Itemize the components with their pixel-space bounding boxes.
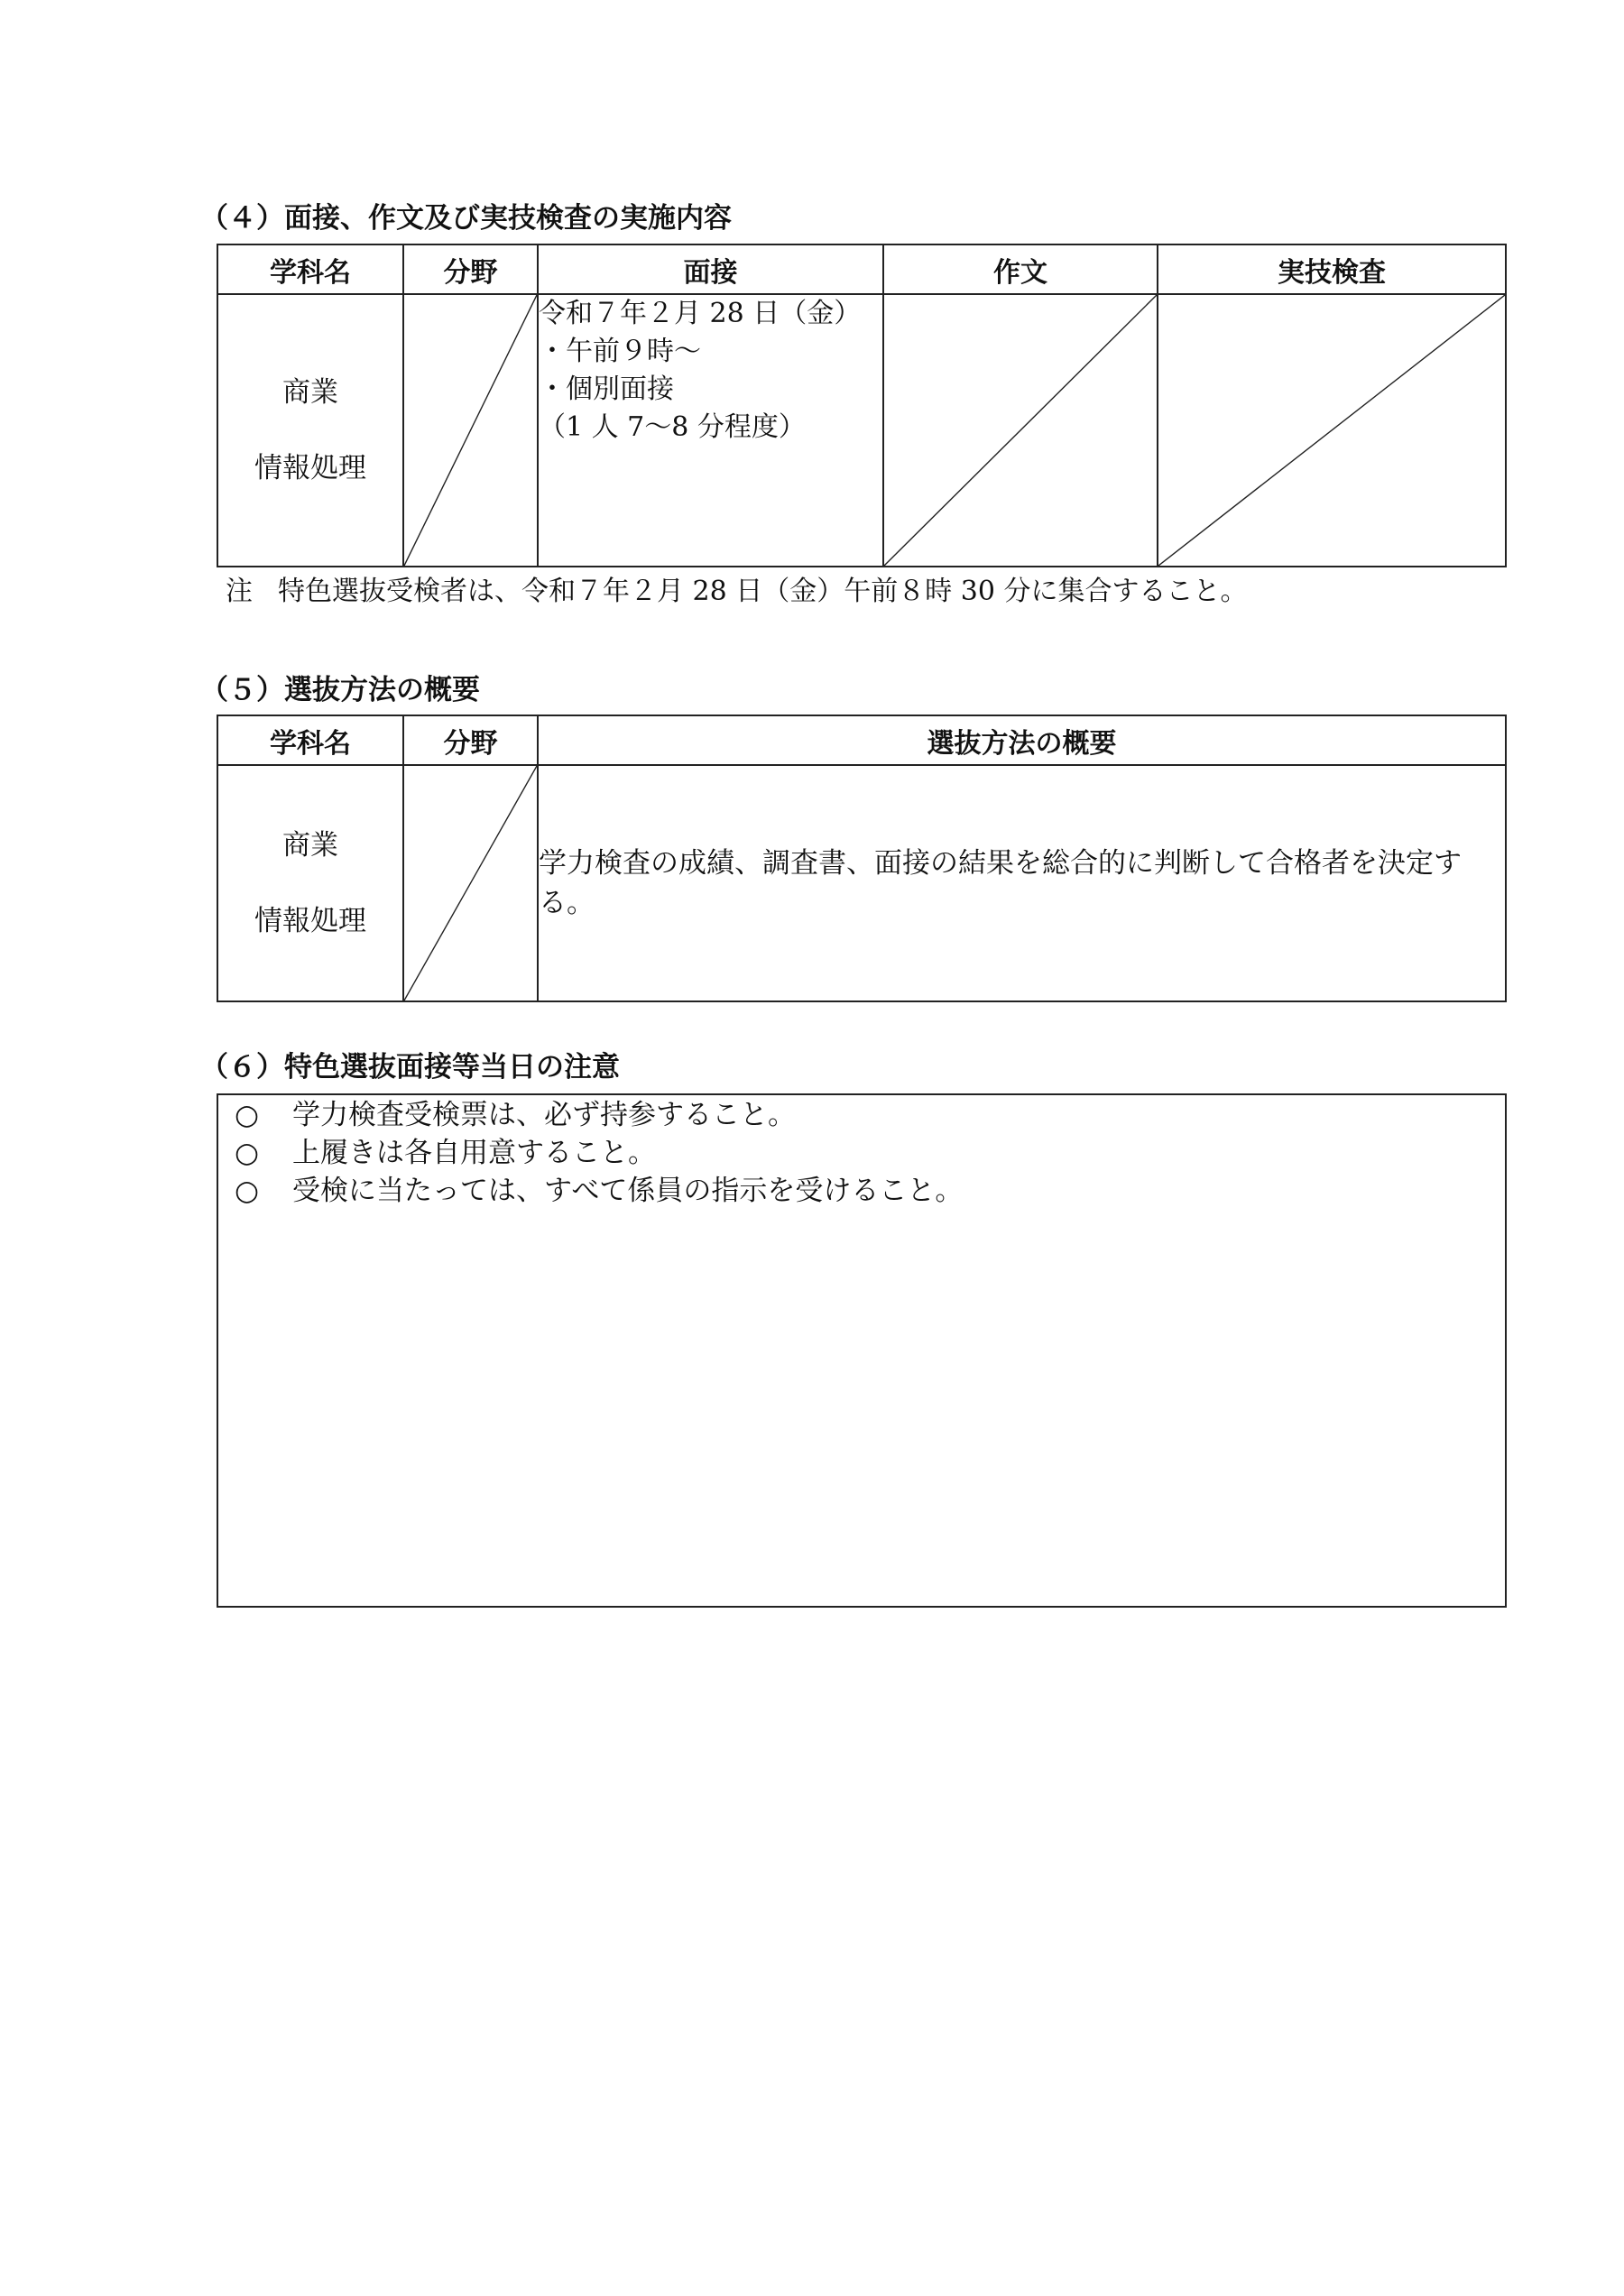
diagonal-slash bbox=[404, 766, 537, 1000]
department-commerce: 商業 bbox=[282, 376, 338, 409]
circle-bullet-icon: ○ bbox=[235, 1137, 260, 1169]
interview-time: ・午前９時～ bbox=[539, 336, 701, 367]
note-label: 注 bbox=[226, 576, 253, 607]
department-commerce: 商業 bbox=[282, 829, 338, 862]
diagonal-slash bbox=[884, 295, 1157, 566]
interview-date: 令和７年２月 28 日（金） bbox=[539, 298, 862, 329]
practical-test-cell-empty bbox=[1158, 294, 1506, 567]
header-field: 分野 bbox=[403, 715, 538, 765]
notice-text: 上履きは各自用意すること。 bbox=[292, 1137, 656, 1169]
selection-method-table bbox=[217, 715, 1507, 1002]
department-cell bbox=[217, 294, 403, 567]
interview-duration: （1 人 7～8 分程度） bbox=[539, 411, 806, 443]
section-6-heading: （６）特色選抜面接等当日の注意 bbox=[200, 1051, 620, 1083]
diagonal-slash bbox=[404, 295, 537, 566]
section-4-heading: （４）面接、作文及び実技検査の実施内容 bbox=[200, 202, 732, 235]
department-information-processing: 情報処理 bbox=[254, 905, 366, 937]
header-field: 分野 bbox=[403, 244, 538, 294]
field-cell-empty bbox=[403, 294, 538, 567]
department-cell bbox=[217, 765, 403, 1001]
header-essay: 作文 bbox=[883, 244, 1158, 294]
interview-type: ・個別面接 bbox=[539, 373, 674, 405]
essay-cell-empty bbox=[883, 294, 1158, 567]
header-department: 学科名 bbox=[217, 244, 403, 294]
section-5-heading: （５）選抜方法の概要 bbox=[200, 674, 480, 706]
header-interview: 面接 bbox=[538, 244, 883, 294]
header-selection-summary: 選抜方法の概要 bbox=[538, 715, 1506, 765]
header-department: 学科名 bbox=[217, 715, 403, 765]
diagonal-slash bbox=[1158, 295, 1505, 566]
note-text: 特色選抜受検者は、令和７年２月 28 日（金）午前８時 30 分に集合すること。 bbox=[278, 576, 1248, 607]
circle-bullet-icon: ○ bbox=[235, 1099, 260, 1131]
circle-bullet-icon: ○ bbox=[235, 1175, 260, 1207]
department-information-processing: 情報処理 bbox=[254, 452, 366, 484]
notice-text: 学力検査受検票は、必ず持参すること。 bbox=[292, 1099, 796, 1131]
field-cell-empty bbox=[403, 765, 538, 1001]
notice-item bbox=[235, 1135, 656, 1171]
selection-summary-text: 学力検査の成績、調査書、面接の結果を総合的に判断して合格者を決定する。 bbox=[538, 765, 1506, 1001]
assembly-note bbox=[226, 574, 1248, 610]
header-practical-test: 実技検査 bbox=[1158, 244, 1506, 294]
interview-cell bbox=[538, 294, 883, 567]
exam-day-notices-box bbox=[217, 1093, 1507, 1608]
notice-item bbox=[235, 1173, 963, 1209]
notice-text: 受検に当たっては、すべて係員の指示を受けること。 bbox=[292, 1175, 964, 1207]
exam-content-table bbox=[217, 244, 1507, 567]
notice-item bbox=[235, 1097, 796, 1133]
